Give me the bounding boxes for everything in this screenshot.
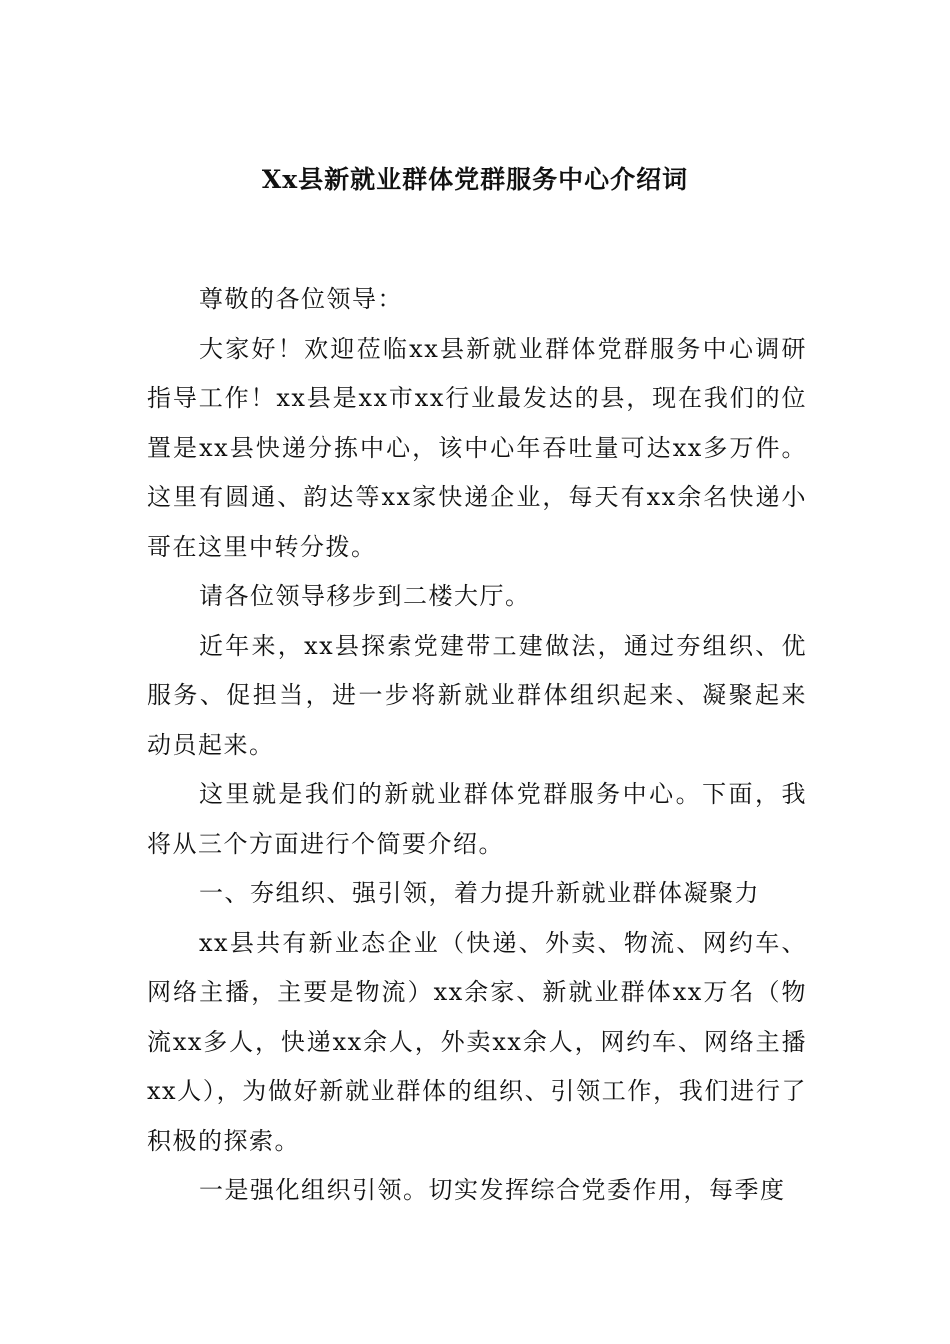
paragraph-recent-years: 近年来，xx县探索党建带工建做法，通过夯组织、优服务、促担当，进一步将新就业群体组织起来、凝聚起来动员起来。 [147, 631, 807, 759]
section-heading-1: 一、夯组织、强引领，着力提升新就业群体凝聚力 [199, 879, 760, 907]
paragraph-salutation: 尊敬的各位领导： [199, 285, 403, 313]
paragraph-welcome: 大家好！欢迎莅临xx县新就业群体党群服务中心调研指导工作！xx县是xx市xx行业最发达的县，现在我们的位置是xx县快递分拣中心，该中心年吞吐量可达xx多万件。这里有圆通、韵达等xx家快递企业，每天有xx余名快递小哥在这里中转分拨。 [147, 334, 807, 561]
document-title: Xx县新就业群体党群服务中心介绍词 [261, 165, 689, 194]
paragraph-organization-guidance: 一是强化组织引领。切实发挥综合党委作用，每季度 [199, 1176, 786, 1204]
paragraph-move-upstairs: 请各位领导移步到二楼大厅。 [199, 582, 531, 610]
paragraph-enterprise-overview: xx县共有新业态企业（快递、外卖、物流、网约车、网络主播，主要是物流）xx余家、新就业群体xx万名（物流xx多人，快递xx余人，外卖xx余人，网约车、网络主播xx人），为做好新就业群体的组织、引领工作，我们进行了积极的探索。 [147, 928, 807, 1155]
paragraph-introduction: 这里就是我们的新就业群体党群服务中心。下面，我将从三个方面进行个简要介绍。 [147, 780, 807, 858]
document-body [147, 275, 807, 1216]
